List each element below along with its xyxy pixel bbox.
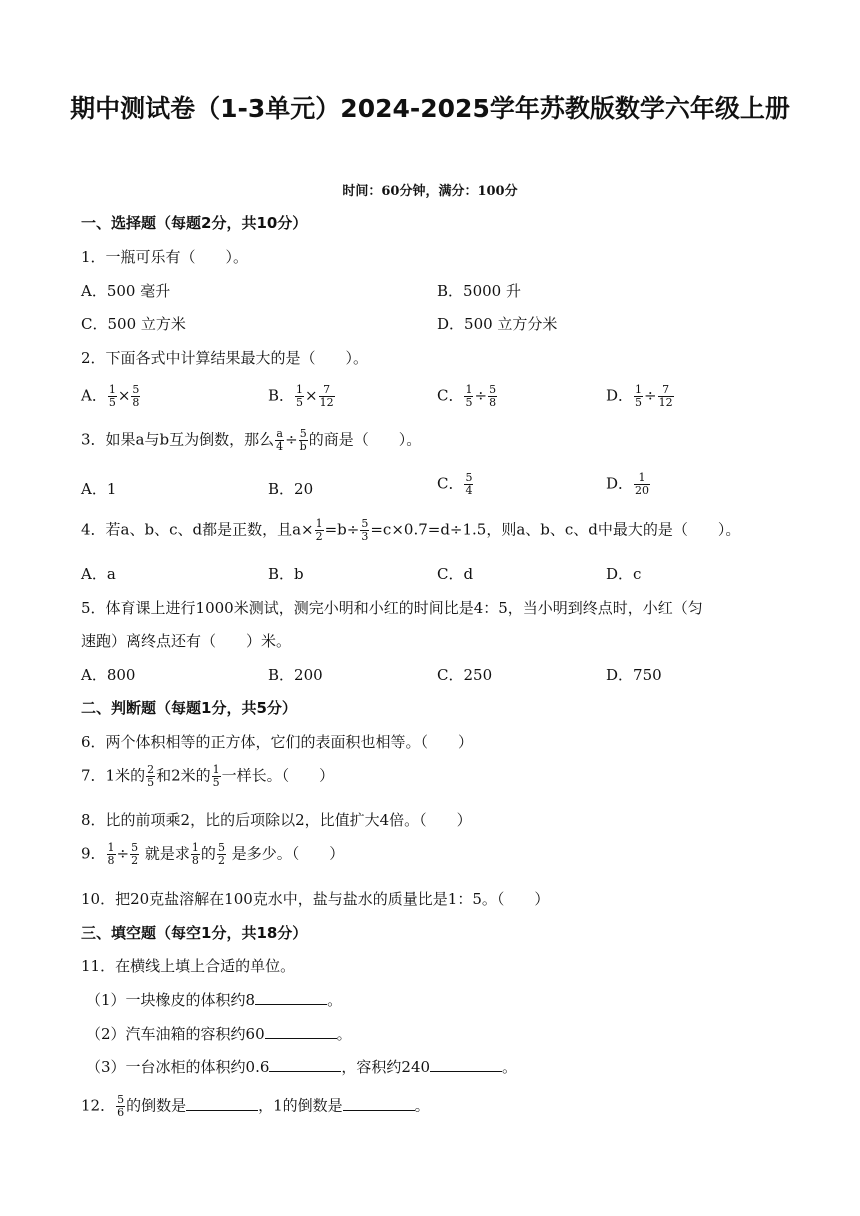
page-title: 期中测试卷（1-3单元）2024-2025学年苏教版数学六年级上册 [70,94,790,123]
q5-option-a: A．800 [81,666,136,684]
time-info: 时间：60分钟，满分：100分 [342,184,518,199]
question-11: 11．在横线上填上合适的单位。 [81,957,296,975]
question-5-line-1: 5．体育课上进行1000米测试，测完小明和小红的时间比是4：5，当小明到终点时，小红（匀 [81,599,703,617]
section-heading-judge: 二、判断题（每题1分，共5分） [81,699,297,717]
q2-option-a: A． $\frac{1}{5}$ × $\frac{5}{8}$ [81,383,140,409]
q4-option-d: D．c [606,565,642,583]
answer-blank[interactable] [343,1096,415,1111]
q3-option-a: A．1 [81,480,117,498]
question-11-1: （1）一块橡皮的体积约8 。 [86,991,343,1009]
q5-option-d: D．750 [606,666,662,684]
answer-blank[interactable] [186,1096,258,1111]
question-1: 1．一瓶可乐有（ ）。 [81,248,249,266]
answer-blank[interactable] [269,1057,341,1072]
q1-option-c: C．500 立方米 [81,315,186,333]
q4-option-b: B．b [268,565,304,583]
question-6: 6．两个体积相等的正方体，它们的表面积也相等。（ ） [81,733,474,751]
q2-option-c: C． $\frac{1}{5}$ ÷ $\frac{5}{8}$ [437,383,497,409]
q2-option-b: B． $\frac{1}{5}$ × $\frac{7}{12}$ [268,383,334,409]
question-10: 10．把20克盐溶解在100克水中，盐与盐水的质量比是1：5。（ ） [81,890,550,908]
question-2: 2．下面各式中计算结果最大的是（ ）。 [81,349,369,367]
q1-option-d: D．500 立方分米 [437,315,558,333]
q1-option-a: A．500 毫升 [81,282,171,300]
question-12: 12． $\frac{5}{6}$ 的倒数是 ，1的倒数是 。 [81,1093,430,1119]
q3-option-d: D． $\frac{1}{20}$ [606,471,650,497]
q3-option-b: B．20 [268,480,314,498]
question-4: 4．若a、b、c、d都是正数，且a× $\frac{1}{2}$ =b÷ $\frac{5}{3}$ =c×0.7=d÷1.5，则a、b、c、d中最大的是（ ）。 [81,517,741,543]
question-8: 8．比的前项乘2，比的后项除以2，比值扩大4倍。（ ） [81,811,472,829]
q2-option-d: D． $\frac{1}{5}$ ÷ $\frac{7}{12}$ [606,383,673,409]
answer-blank[interactable] [255,990,327,1005]
q4-option-c: C．d [437,565,474,583]
section-heading-fill: 三、填空题（每空1分，共18分） [81,924,308,942]
q1-option-b: B．5000 升 [437,282,521,300]
answer-blank[interactable] [430,1057,502,1072]
question-7: 7．1米的 $\frac{2}{5}$ 和2米的 $\frac{1}{5}$ 一样长。（ ） [81,763,335,789]
q5-option-b: B．200 [268,666,323,684]
q4-option-a: A．a [81,565,116,583]
q5-option-c: C．250 [437,666,493,684]
answer-blank[interactable] [265,1024,337,1039]
question-3: 3．如果a与b互为倒数，那么 $\frac{a}{4}$ ÷ $\frac{5}{b}$ 的商是（ ）。 [81,427,422,453]
question-9: 9． $\frac{1}{8}$ ÷ $\frac{5}{2}$ 就是求 $\frac{1}{8}$ 的 $\frac{5}{2}$ 是多少。（ ） [81,841,345,867]
question-5-line-2: 速跑）离终点还有（ ）米。 [81,632,292,650]
section-heading-choice: 一、选择题（每题2分，共10分） [81,214,308,232]
q3-option-c: C． $\frac{5}{4}$ [437,471,473,497]
question-11-3: （3）一台冰柜的体积约0.6 ，容积约240 。 [86,1058,518,1076]
question-11-2: （2）汽车油箱的容积约60 。 [86,1025,352,1043]
